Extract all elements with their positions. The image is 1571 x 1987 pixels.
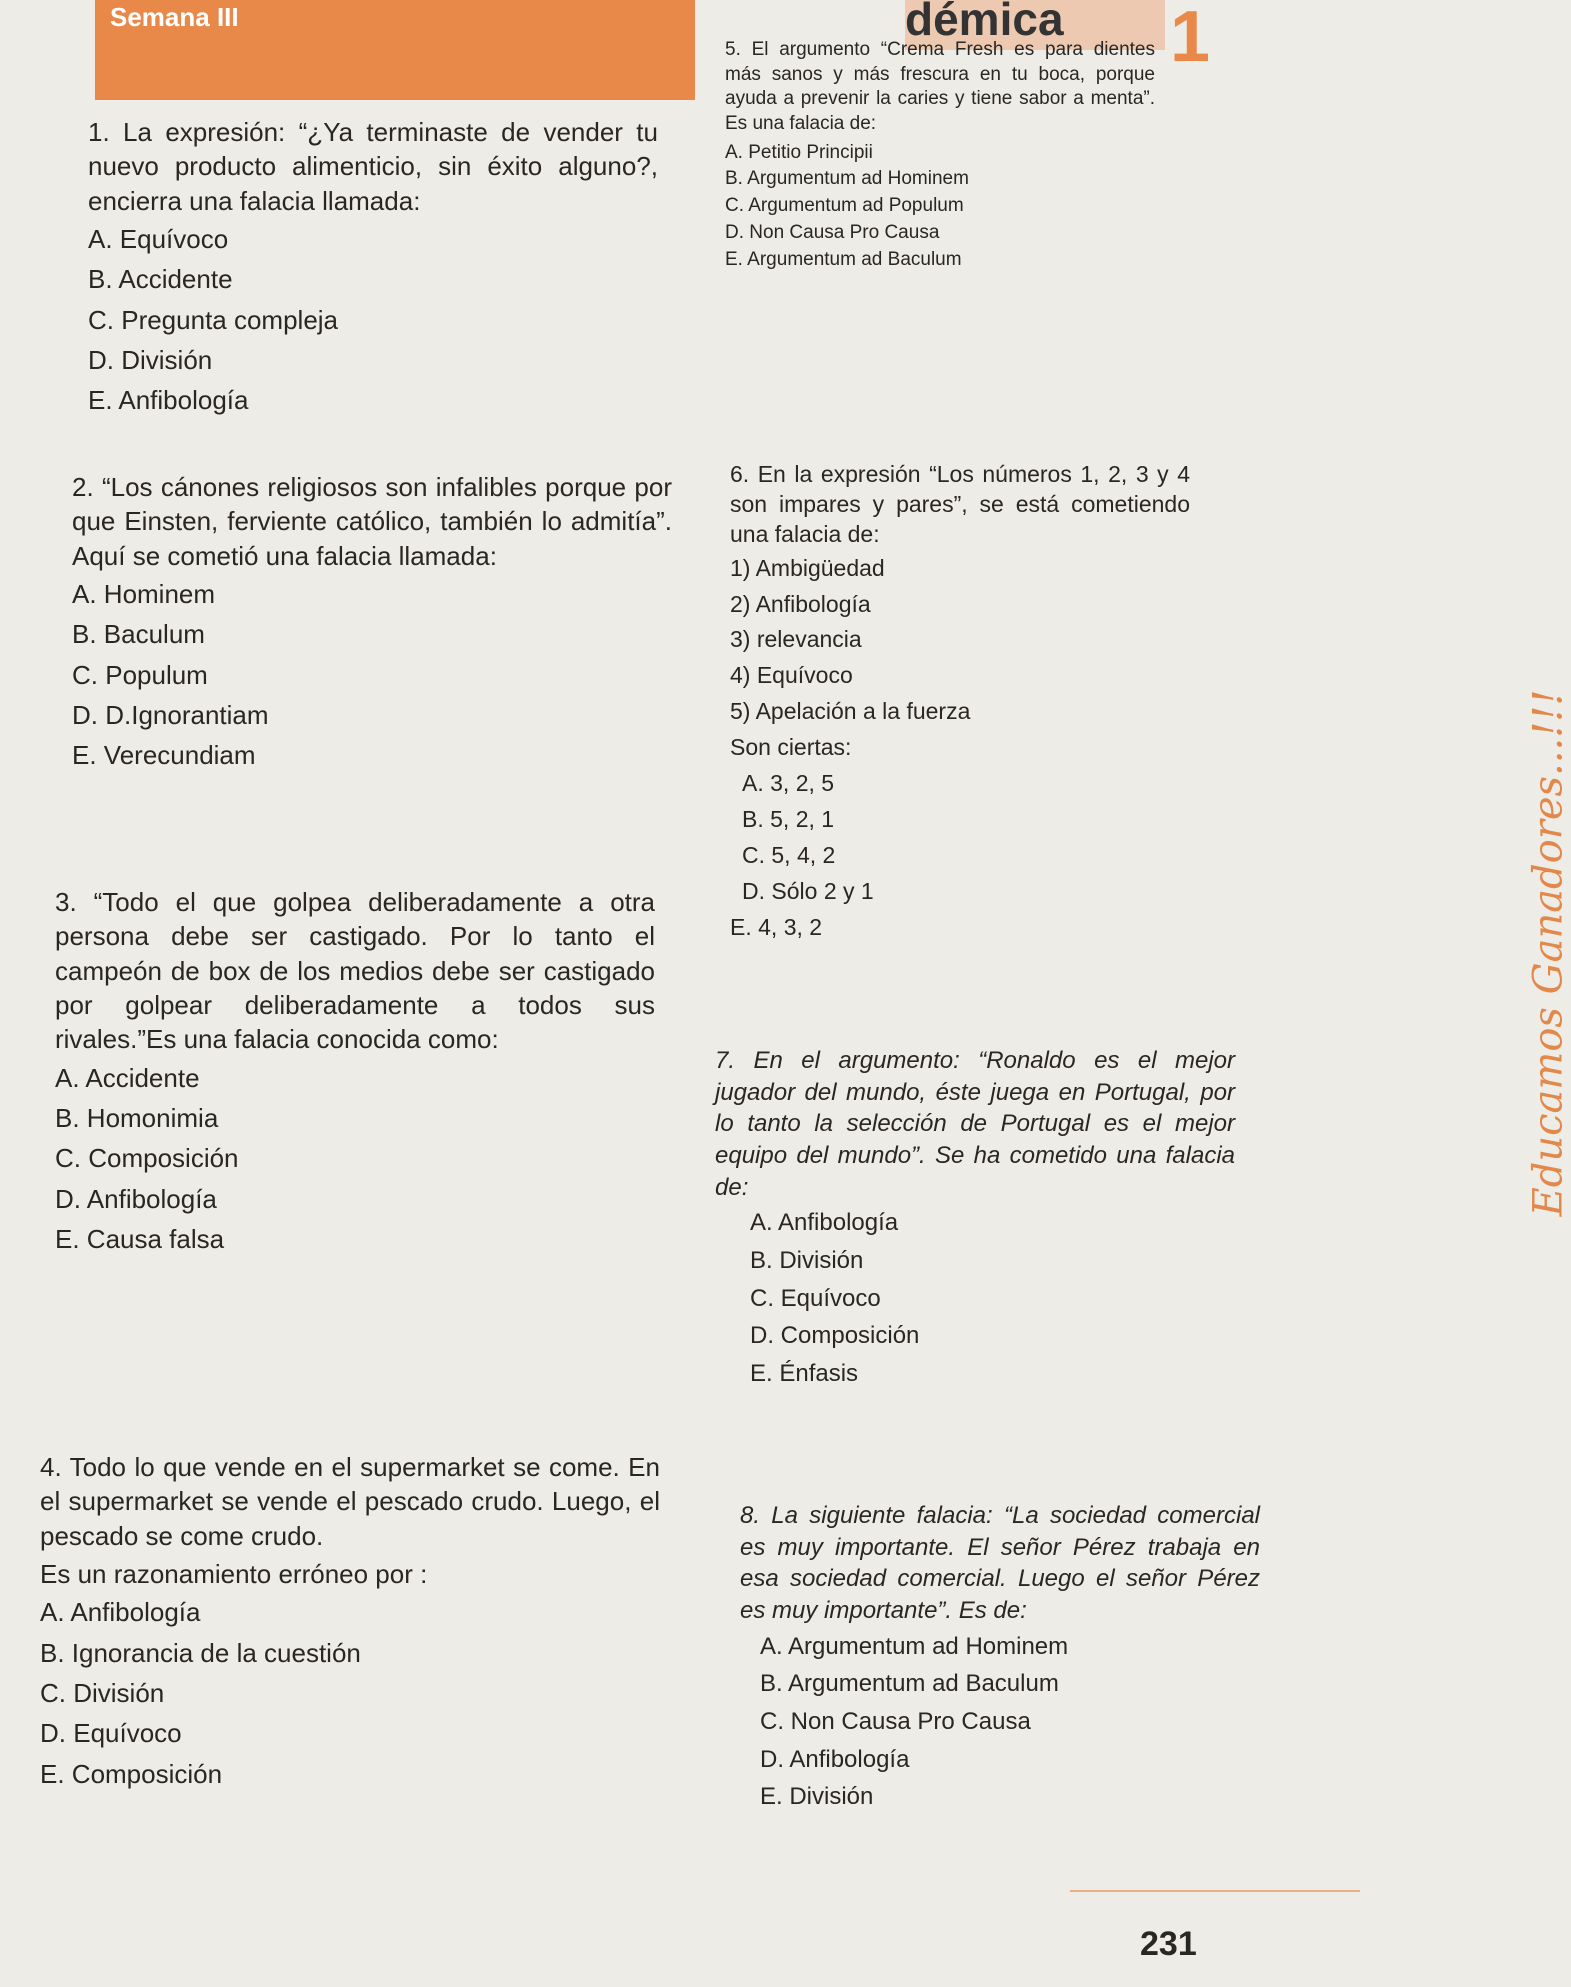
option-d: D. Anfibología [760, 1745, 910, 1773]
question-stem: 5. El argumento “Crema Fresh es para dientes más sanos y más frescura en tu boca, porque ayuda a prevenir la caries y tiene sabor a menta”. Es una falacia de: [725, 39, 1155, 135]
question-1 [88, 115, 658, 418]
question-stem: 1. La expresión: “¿Ya terminaste de vender tu nuevo producto alimenticio, sin éxito alguno?, encierra una falacia llamada: [88, 117, 658, 216]
question-6 [730, 460, 1190, 942]
question-4 [40, 1450, 660, 1791]
option-b: B. 5, 2, 1 [742, 805, 835, 832]
question-stem: 6. En la expresión “Los números 1, 2, 3 y 4 son impares y pares”, se está cometiendo una falacia de: [730, 461, 1190, 547]
option-a: A. Argumentum ad Hominem [760, 1632, 1069, 1660]
option-e: E. División [760, 1783, 874, 1811]
option-d: D. Sólo 2 y 1 [742, 877, 874, 904]
option-d: D. Equívoco [40, 1718, 182, 1749]
statement-5: 5) Apelación a la fuerza [730, 698, 971, 725]
option-c: C. Populum [72, 659, 208, 690]
option-e: E. Verecundiam [72, 740, 256, 771]
section-title: démica [905, 0, 1064, 45]
section-number: 1 [1170, 0, 1211, 77]
option-b: B. Argumentum ad Baculum [760, 1670, 1059, 1698]
question-instruction: Son ciertas: [730, 734, 852, 761]
option-c: C. Argumentum ad Populum [725, 195, 964, 217]
option-c: C. Composición [55, 1143, 239, 1174]
option-a: A. Equívoco [88, 223, 229, 254]
statement-1: 1) Ambigüedad [730, 554, 885, 581]
option-b: B. Argumentum ad Hominem [725, 168, 969, 190]
option-e: E. Anfibología [88, 385, 249, 416]
statement-4: 4) Equívoco [730, 662, 853, 689]
option-e: E. Composición [40, 1758, 223, 1789]
statement-2: 2) Anfibología [730, 590, 871, 617]
option-d: D. Anfibología [55, 1183, 217, 1214]
option-b: B. Baculum [72, 619, 205, 650]
question-instruction: Es un razonamiento erróneo por : [40, 1558, 428, 1589]
week-label: Semana III [110, 2, 239, 32]
option-b: B. Accidente [88, 264, 233, 295]
question-3 [55, 885, 655, 1256]
option-a: A. Accidente [55, 1062, 200, 1093]
sidebar-slogan: Educamos Ganadores...!!! [1525, 689, 1571, 1217]
option-c: C. Non Causa Pro Causa [760, 1708, 1031, 1736]
question-stem: 4. Todo lo que vende en el supermarket se come. En el supermarket se vende el pescado crudo. Luego, el pescado se come crudo. [40, 1452, 660, 1551]
option-c: C. División [40, 1677, 165, 1708]
option-a: A. Hominem [72, 578, 216, 609]
statement-3: 3) relevancia [730, 626, 862, 653]
question-5 [725, 38, 1155, 272]
question-8 [740, 1500, 1260, 1813]
question-7 [715, 1045, 1235, 1390]
option-e: E. Énfasis [750, 1360, 859, 1388]
option-c: C. 5, 4, 2 [742, 841, 836, 868]
option-e: E. Causa falsa [55, 1223, 225, 1254]
option-d: D. Composición [750, 1322, 920, 1350]
option-a: A. Anfibología [40, 1597, 201, 1628]
option-c: C. Equívoco [750, 1284, 881, 1312]
option-a: A. Anfibología [750, 1209, 899, 1237]
option-d: D. Non Causa Pro Causa [725, 221, 940, 243]
option-c: C. Pregunta compleja [88, 304, 339, 335]
option-a: A. 3, 2, 5 [742, 770, 835, 797]
option-e: E. Argumentum ad Baculum [725, 248, 962, 270]
footer-rule [1070, 1890, 1360, 1892]
question-stem: 8. La siguiente falacia: “La sociedad comercial es muy importante. El señor Pérez trabaja en esa sociedad comercial. Luego el señor Pérez es muy importante”. Es de: [740, 1502, 1260, 1625]
option-b: B. Ignorancia de la cuestión [40, 1637, 361, 1668]
option-b: B. División [750, 1247, 864, 1275]
option-e: E. 4, 3, 2 [730, 913, 823, 940]
question-2 [72, 470, 672, 773]
option-b: B. Homonimia [55, 1102, 219, 1133]
question-stem: 2. “Los cánones religiosos son infalibles porque por que Einsten, ferviente católico, también lo admitía”. Aquí se cometió una falacia llamada: [72, 472, 672, 571]
page-number: 231 [1140, 1925, 1197, 1963]
option-d: D. División [88, 344, 213, 375]
question-stem: 7. En el argumento: “Ronaldo es el mejor jugador del mundo, éste juega en Portugal, por lo tanto la selección de Portugal es el mejor equipo del mundo”. Se ha cometido una falacia de: [715, 1047, 1235, 1201]
option-a: A. Petitio Principii [725, 141, 873, 163]
option-d: D. D.Ignorantiam [72, 699, 269, 730]
question-stem: 3. “Todo el que golpea deliberadamente a otra persona debe ser castigado. Por lo tanto el campeón de box de los medios debe ser castigado por golpear deliberadamente a todos sus rivales.”Es una falacia conocida como: [55, 887, 655, 1055]
